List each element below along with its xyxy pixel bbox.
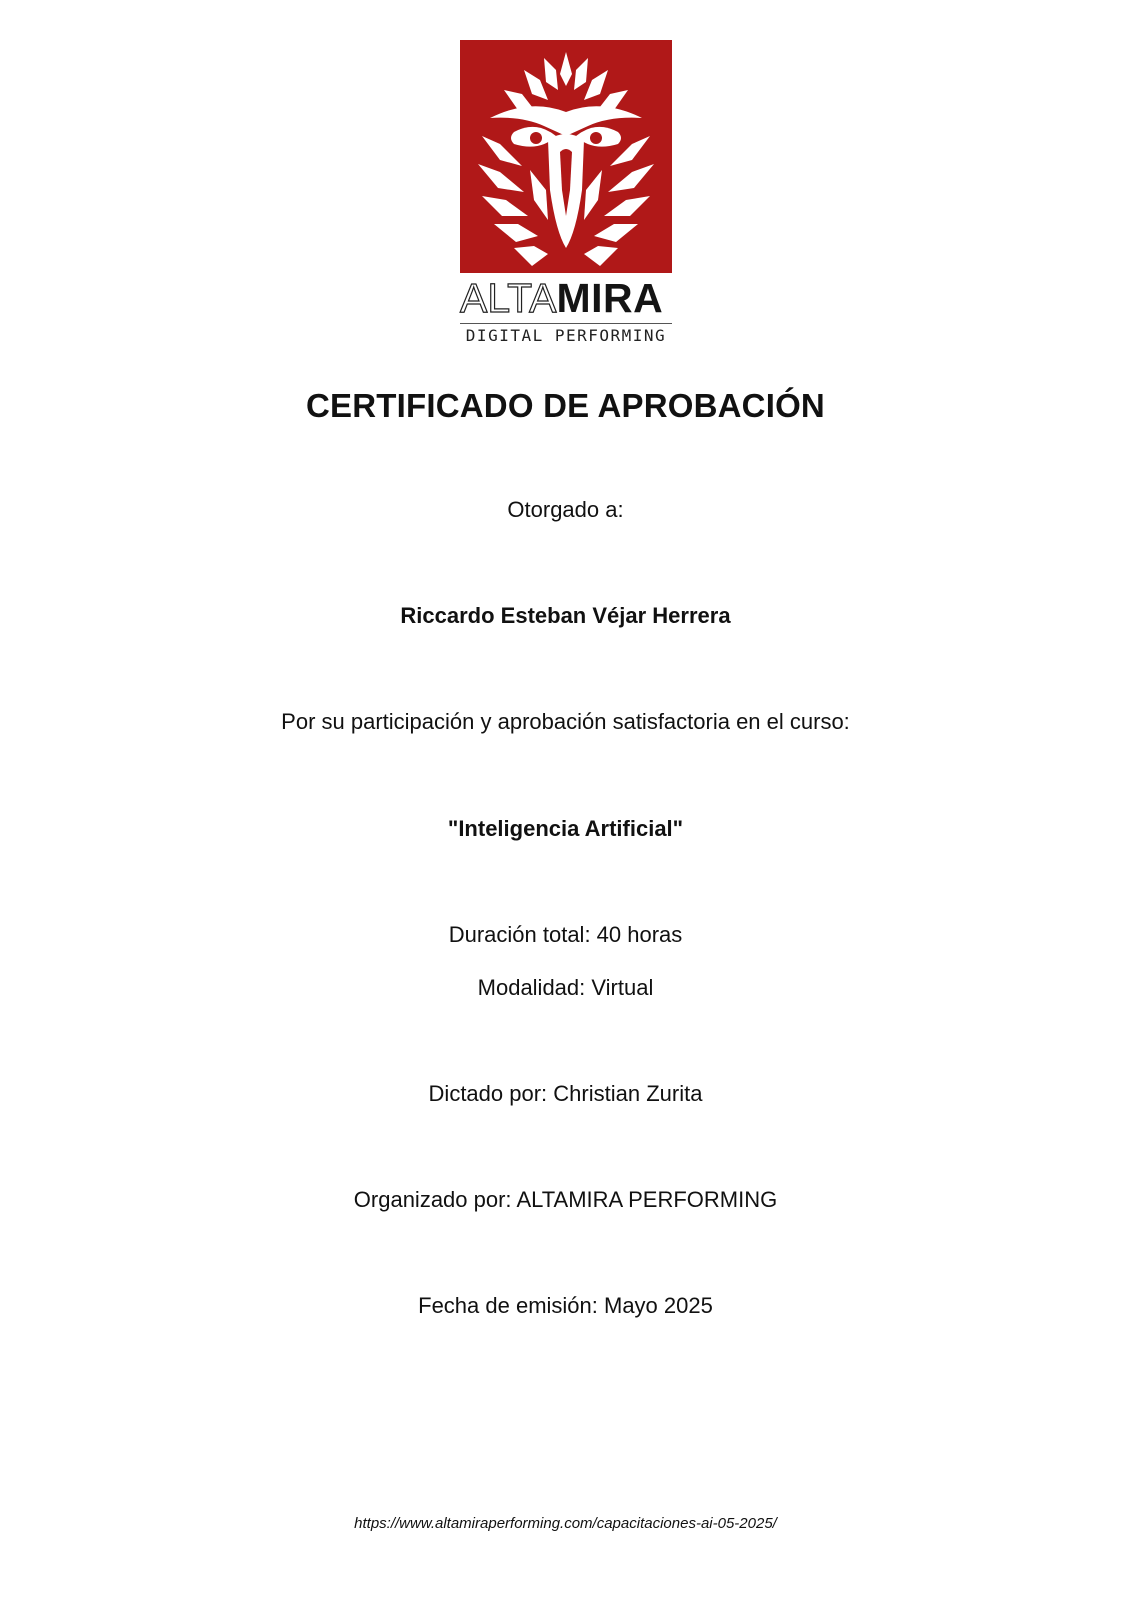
logo-wordmark <box>460 275 672 321</box>
footer-url[interactable]: https://www.altamiraperforming.com/capacitaciones-ai-05-2025/ <box>354 1515 777 1532</box>
logo-wordmark-light: ALTA <box>460 275 557 321</box>
organizer-text: Organizado por: ALTAMIRA PERFORMING <box>353 1187 778 1212</box>
instructor-text: Dictado por: Christian Zurita <box>428 1081 703 1106</box>
awarded-to-label: Otorgado a: <box>507 497 624 522</box>
eagle-head-icon <box>460 40 672 273</box>
certificate-title: CERTIFICADO DE APROBACIÓN <box>306 387 825 424</box>
logo-divider <box>460 323 672 324</box>
issue-date-text: Fecha de emisión: Mayo 2025 <box>418 1293 713 1318</box>
modality-text: Modalidad: Virtual <box>477 975 654 1000</box>
recipient-name: Riccardo Esteban Véjar Herrera <box>400 603 731 628</box>
logo-tagline: DIGITAL PERFORMING <box>465 326 667 345</box>
logo-wordmark-bold: MIRA <box>556 275 664 321</box>
altamira-logo <box>460 40 672 345</box>
course-name: "Inteligencia Artificial" <box>447 816 684 841</box>
participation-text: Por su participación y aprobación satisfactoria en el curso: <box>281 709 850 734</box>
duration-text: Duración total: 40 horas <box>448 922 683 947</box>
